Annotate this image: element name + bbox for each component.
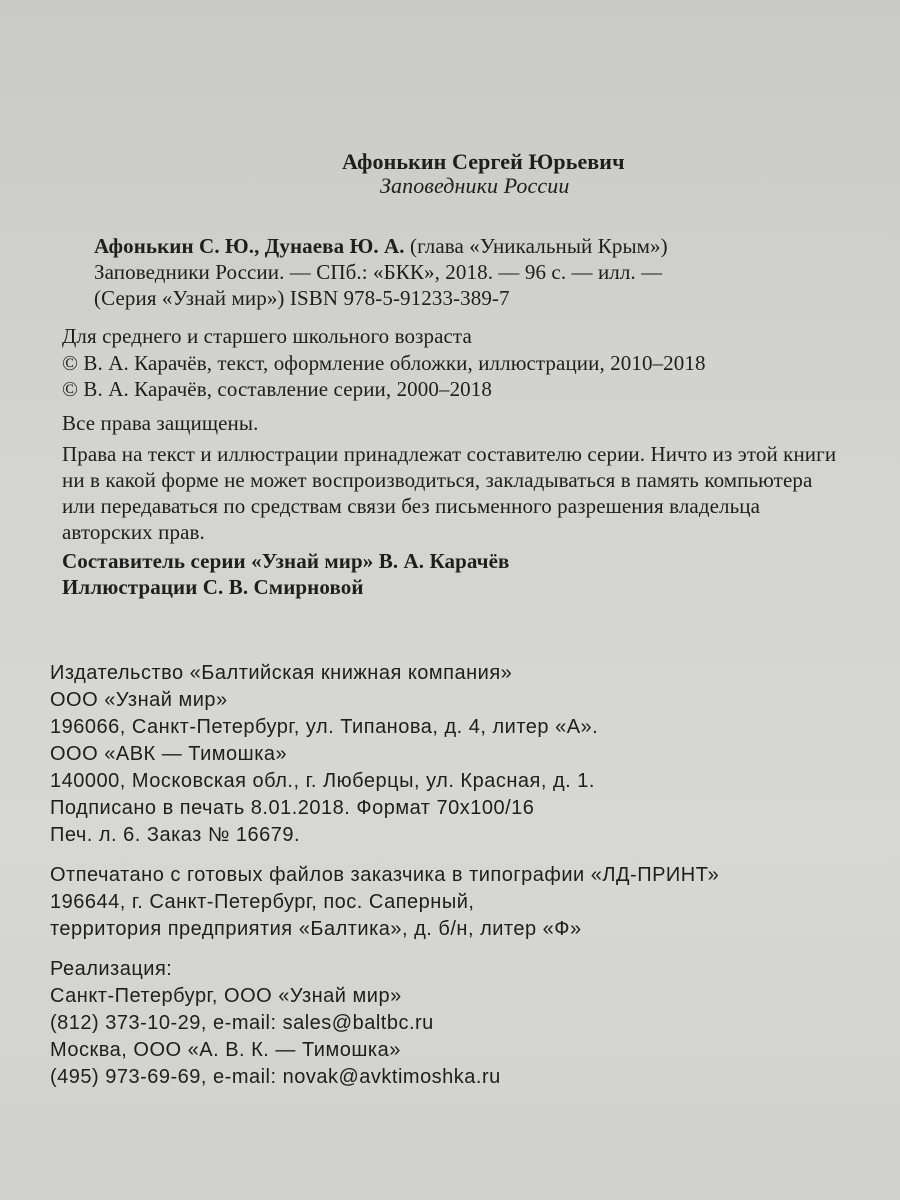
publisher-line: Издательство «Балтийская книжная компания»	[50, 662, 513, 684]
publisher-line: ООО «АВК — Тимошка»	[50, 743, 288, 765]
author-name: Афонькин Сергей Юрьевич	[342, 149, 625, 174]
illustrator-credit: Иллюстрации С. В. Смирновой	[62, 575, 364, 599]
sales-line: (495) 973-69-69, e-mail: novak@avktimoshka.ru	[50, 1066, 501, 1088]
bibliographic-authors: Афонькин С. Ю., Дунаева Ю. А.	[94, 234, 405, 258]
rights-text-line: или передаваться по средствам связи без письменного разрешения владельца	[62, 494, 761, 518]
rights-text-line: ни в какой форме не может воспроизводиться, закладываться в память компьютера	[62, 468, 813, 492]
sales-line: Санкт-Петербург, ООО «Узнай мир»	[50, 985, 402, 1007]
copyright-line: © В. А. Карачёв, текст, оформление обложки, иллюстрации, 2010–2018	[62, 351, 706, 375]
order-info: Печ. л. 6. Заказ № 16679.	[50, 824, 301, 846]
sales-line: (812) 373-10-29, e-mail: sales@baltbc.ru	[50, 1012, 434, 1034]
bibliographic-chapter-note: (глава «Уникальный Крым»)	[410, 234, 668, 258]
print-signing-info: Подписано в печать 8.01.2018. Формат 70х100/16	[50, 797, 535, 819]
bibliographic-line-3: (Серия «Узнай мир») ISBN 978-5-91233-389-7	[94, 286, 510, 310]
publisher-line: 140000, Московская обл., г. Люберцы, ул. Красная, д. 1.	[50, 770, 595, 792]
publisher-line: 196066, Санкт-Петербург, ул. Типанова, д. 4, литер «А».	[50, 716, 599, 738]
rights-text-line: Права на текст и иллюстрации принадлежат составителю серии. Ничто из этой книги	[62, 442, 837, 466]
publisher-line: ООО «Узнай мир»	[50, 689, 228, 711]
rights-text-line: авторских прав.	[62, 520, 205, 544]
printing-line: Отпечатано с готовых файлов заказчика в типографии «ЛД-ПРИНТ»	[50, 864, 720, 886]
sales-heading: Реализация:	[50, 958, 173, 980]
printing-line: 196644, г. Санкт-Петербург, пос. Саперный,	[50, 891, 475, 913]
series-compiler-credit: Составитель серии «Узнай мир» В. А. Карачёв	[62, 549, 510, 573]
age-note: Для среднего и старшего школьного возраста	[62, 324, 472, 348]
bibliographic-line-1	[94, 234, 668, 258]
bibliographic-line-2: Заповедники России. — СПб.: «БКК», 2018. — 96 с. — илл. —	[94, 260, 663, 284]
sales-line: Москва, ООО «А. В. К. — Тимошка»	[50, 1039, 401, 1061]
copyright-line: © В. А. Карачёв, составление серии, 2000–2018	[62, 377, 492, 401]
book-title: Заповедники России	[380, 173, 570, 198]
rights-reserved: Все права защищены.	[62, 411, 259, 435]
printing-line: территория предприятия «Балтика», д. б/н, литер «Ф»	[50, 918, 582, 940]
